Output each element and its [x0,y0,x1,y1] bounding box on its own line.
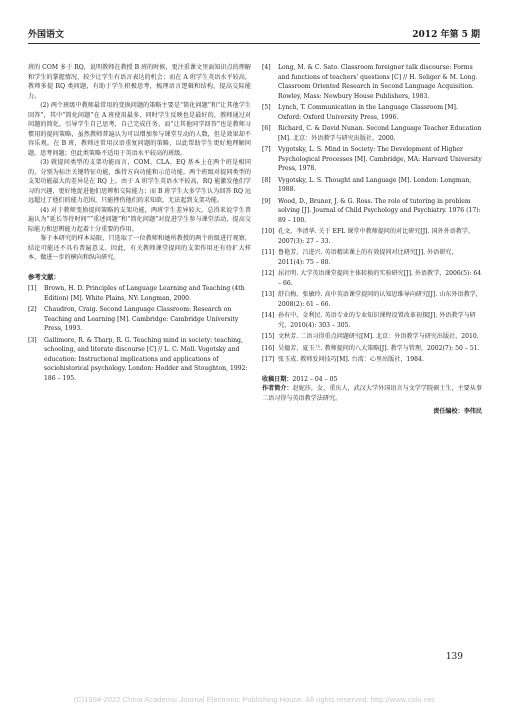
reference-number: [2] [28,306,37,313]
reference-number: [4] [262,64,271,71]
body-paragraph: 班的 COM 多于 RQ，说明教师在教授 B 班的时候，更注重课文里面知识点的理解和学生的掌握情况，较少让学生有语言表达的机会；而在 A 班学生英语水平较高，教师多提 RQ 类问题，有助于学生积极思考，梳理语言逻辑和结构，提高交际能力。 [28,64,251,100]
reference-item [262,103,482,122]
body-paragraph: (2) 两个班级中教师最常用的变换问题的策略主要是“简化问题”和“让其他学生回答”，其中“简化问题”在 A 班使用最多，同时学生反映也是最好的，教师通过对问题的简化，引导学生自己思考，自己完成任务。而“让其他同学回答”也是教师习惯用的提问策略，虽然教师普遍认为可以增加参与课堂互动的人数，但是效果却不容乐观。在 B 班，教师还常用汉语重复问题的策略，以此帮助学生更好地理解问题，思考问题；但此类策略不适用于英语水平较高的班级。 [28,102,251,157]
reference-number: [14] [262,312,275,319]
reference-text: 文秋芳. 二语习得重点问题研究[M]. 北京：外语教学与研究出版社，2010. [278,333,479,340]
reference-item [262,176,482,195]
reference-text: Brown, H. D. Principles of Language Learning and Teaching (4th Edition) [M]. White Plains, NY: Longman, 2000. [44,285,245,302]
received-date [262,375,482,385]
responsible-editor: 责任编校：李伟民 [433,408,482,415]
reference-item [28,305,251,334]
reference-text: 屈社明. 大学英语课堂提问主体转换的实验研究[J]. 外语教学，2006(5): 64 – 66. [278,270,482,287]
reference-text: 张玉成. 教师发问技巧[M]. 台湾：心里出版社，1984. [278,356,424,363]
reference-text: 孔文，李清华. 关于 EFL 课堂中教师提问的对比研究[J]. 国外外语教学，2007(3): 27 – 33. [278,228,475,245]
reference-number: [5] [262,104,271,111]
reference-item [262,145,482,174]
body-paragraph: (3) 就提问类型的支架功能而言，COM、CLA、EQ 基本上在两个班是相同的，分别为标注关键特征功能，维持方向功能和示范功能。两个班级对提问类型的支架功能最大的差异是在 RQ 上。由于 A 班学生英语水平较高，RQ 能激发他们学习的兴趣，更好地促进他们思辨和交际能力；而 B 班学生大多学生认为回答 RQ 远远超过了他们的能力范围，只能挫伤他们的求知欲，无法起到支架功能。 [28,159,251,204]
references-heading: 参考文献： [28,272,60,281]
reference-text: Vygotsky, L. S. Mind in Society: The Development of Higher Psychological Processes [M]. Cambridge, MA: Harvard University Press, 1978. [278,146,482,172]
reference-text: Richard, C. & David Nunan. Second Language Teacher Education [M]. 北京：外语教学与研究出版社，2000. [278,125,482,142]
reference-item [262,332,482,342]
body-paragraph: (4) 对于教师变换提问策略的支架功能，两班学生差异较大。总得来说学生普遍认为“延长等待时间”“重述问题”和“简化问题”对促进学生参与课堂活动，提高交际能力和思辨能力起着十分重要的作用。 [28,206,251,233]
reference-item [262,124,482,143]
reference-number: [8] [262,176,271,184]
author-bio [262,384,482,403]
received-label: 收稿日期： [262,375,293,383]
reference-number: [13] [262,291,275,298]
body-paragraph: 鉴于本研究的样本局限，只选取了一位教师和她所教授的两个班级进行观察，结论可能还不具有普遍意义。因此，有关教师课堂提问的支架作用还有待扩大样本，做进一步的横向和纵向研究。 [28,235,251,261]
reference-item [262,248,482,267]
reference-number: [7] [262,146,271,153]
reference-item [262,269,482,288]
reference-text: Wood, D., Bruner, J. & G. Ross. The role of tutoring in problem solving [J]. Journal of Child Psychology and Psychiatry. 1976 (17): 89 – 100. [278,197,481,224]
reference-text: Lynch, T. Communication in the Language Classroom [M]. Oxford: Oxford University Press, 1996. [278,104,458,121]
reference-text: 鲁艳芳，吕进兴. 英语精读课上的有效提问对比研究[J]. 外语研究，2011(4): 75 – 80. [278,249,458,266]
reference-item [28,336,251,384]
journal-name: 外国语文 [28,30,65,40]
reference-text: Chaudron, Craig. Second Language Classroom: Research on Teaching and Learning [M]. Cambridge: Cambridge University Press, 1993. [44,306,239,332]
author-value: 赵妮莎，女，重庆人，武汉大学外国语言与文学学院硕士生，主要从事二语习得与英语教学法研究。 [262,385,483,402]
reference-number: [15] [262,333,275,340]
reference-item [262,344,482,354]
reference-item [262,355,482,365]
reference-item [262,197,482,226]
right-column [262,63,482,417]
reference-number: [9] [262,197,271,205]
left-column [28,63,251,385]
author-label: 作者简介： [262,385,293,392]
reference-text: 吴德芳，夏玉兰. 教师提问的八大策略[J]. 教学与管理，2002(7): 50 – 51. [278,344,480,352]
copyright-footer: (C)1994-2022 China Academic Journal Electronic Publishing House. All rights reserved. http://www.cnki.net [73,695,435,704]
article-meta [262,375,482,417]
reference-item [262,63,482,101]
reference-text: Vygotsky, L. S. Thought and Language [M]. London: Longman, 1988. [278,176,472,193]
reference-number: [3] [28,336,37,344]
reference-item [262,311,482,330]
reference-number: [10] [262,228,275,235]
reference-number: [11] [262,249,275,256]
received-value: 2012 – 04 – 05 [292,375,338,383]
reference-number: [12] [262,270,275,277]
reference-text: 孙有中，金利民. 英语专业的专业知识课程设置改革初探[J]. 外语教学与研究，2010(4): 303 – 305. [278,312,476,329]
issue-label: 2012 年第 5 期 [412,30,480,40]
running-header [28,20,480,44]
reference-text: Gallimore, R. & Tharp, R. G. Teaching mind in society: teaching, schooling, and literate discourse [C] // L. C. Moll. Vogotsky and education: Instructional implications and applications of sociohistorical psychology. London: Hodder and Stoughton, 1992: 186 – 195. [44,336,248,382]
reference-text: Long, M. & C. Sato. Classroom foreigner talk discourse: Forms and functions of teachers' questions [C] // H. Seliger & M. Long. Classroom Oriented Research in Second Language Acquisition. Rowley, Mass: Newbury House Publishers, 1983. [278,64,478,100]
reference-item [28,284,251,303]
page-number: 139 [445,652,463,662]
reference-number: [16] [262,344,275,352]
reference-number: [1] [28,285,37,292]
reference-number: [6] [262,125,271,132]
reference-item [262,227,482,246]
reference-item [262,290,482,309]
reference-number: [17] [262,356,275,363]
reference-text: 舒白梅，张敏玲. 高中英语课堂提问的认知思维导向研究[J]. 山东外语教学，2008(2): 61 – 66. [278,291,482,308]
